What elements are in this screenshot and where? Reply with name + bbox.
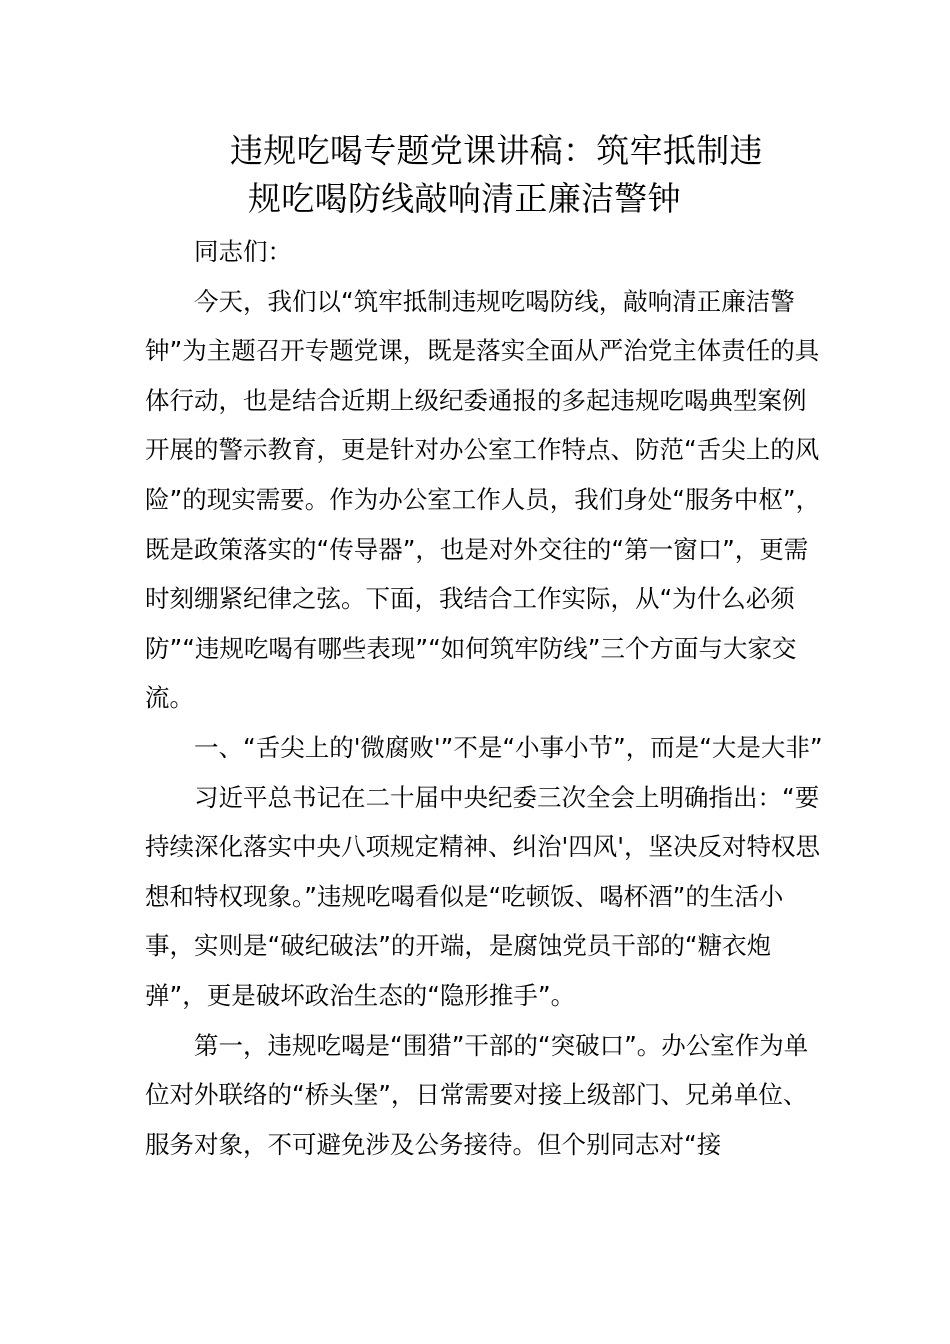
document-title: [150, 127, 850, 223]
title-line-1: 违规吃喝专题党课讲稿：筑牢抵制违: [230, 131, 763, 170]
paragraph-quote: 习近平总书记在二十届中央纪委三次全会上明确指出：“要持续深化落实中央八项规定精神、纠治'四风'，坚决反对特权思想和特权现象。”违规吃喝看似是“吃顿饭、喝杯酒”的生活小事，实则是“破纪破法”的开端，是腐蚀党员干部的“糖衣炮弹”，更是破坏政治生态的“隐形推手”。: [145, 782, 820, 1010]
paragraph-intro: 今天，我们以“筑牢抵制违规吃喝防线，敲响清正廉洁警钟”为主题召开专题党课，既是落实全面从严治党主体责任的具体行动，也是结合近期上级纪委通报的多起违规吃喝典型案例开展的警示教育，更是针对办公室工作特点、防范“舌尖上的风险”的现实需要。作为办公室工作人员，我们身处“服务中枢”，既是政策落实的“传导器”，也是对外交往的“第一窗口”，更需时刻绷紧纪律之弦。下面，我结合工作实际，从“为什么必须防”“违规吃喝有哪些表现”“如何筑牢防线”三个方面与大家交流。: [145, 286, 821, 713]
paragraph-point-1: 第一，违规吃喝是“围猎”干部的“突破口”。办公室作为单位对外联络的“桥头堡”，日常需要对接上级部门、兄弟单位、服务对象，不可避免涉及公务接待。但个别同志对“接: [145, 1030, 809, 1159]
document-body: [145, 227, 825, 1169]
section-heading-1: 一、“舌尖上的'微腐败'”不是“小事小节”，而是“大是大非”: [194, 732, 823, 762]
title-line-2: 规吃喝防线敲响清正廉洁警钟: [248, 179, 681, 218]
salutation: 同志们：: [194, 237, 292, 266]
